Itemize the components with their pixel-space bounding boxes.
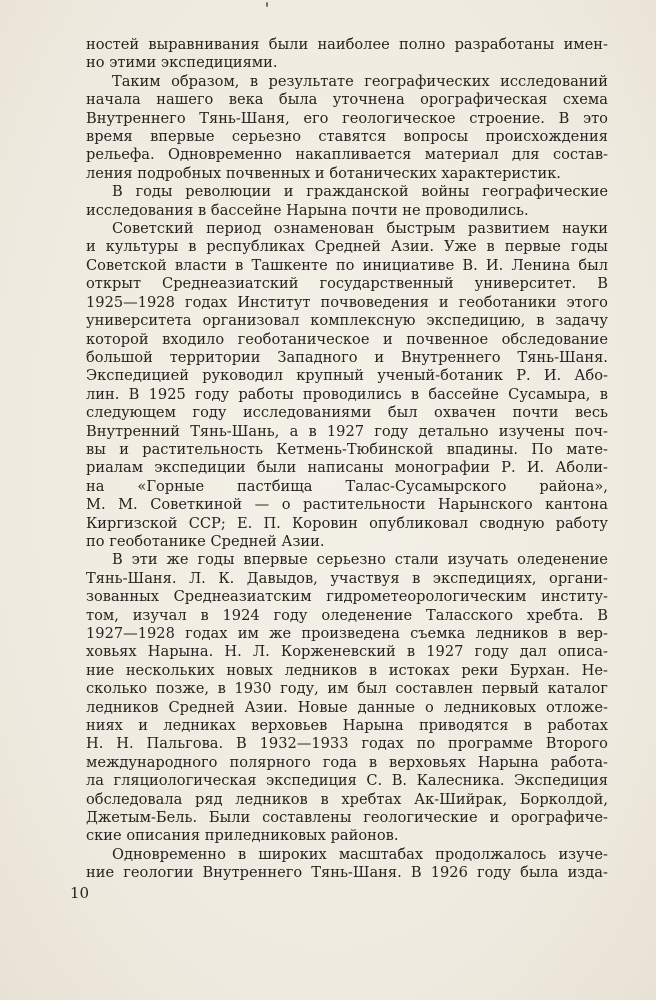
text-line: В эти же годы впервые серьезно стали изучать оледенение bbox=[112, 551, 608, 569]
text-line: ние нескольких новых ледников в истоках реки Бурхан. Не- bbox=[86, 661, 608, 679]
text-line: и культуры в республиках Средней Азии. Уже в первые годы bbox=[86, 238, 608, 256]
text-line: риалам экспедиции были написаны монографии Р. И. Аболи- bbox=[86, 459, 608, 477]
text-line: Внутреннего Тянь-Шаня, его геологическое строение. В это bbox=[86, 109, 608, 127]
text-line: 1925—1928 годах Институт почвоведения и геоботаники этого bbox=[86, 293, 608, 311]
text-line: М. М. Советкиной — о растительности Нарынского кантона bbox=[86, 496, 608, 514]
ink-speck bbox=[266, 2, 268, 7]
text-line: на «Горные пастбища Талас-Сусамырского района», bbox=[86, 477, 608, 495]
text-line: но этими экспедициями. bbox=[86, 54, 278, 72]
text-line: лин. В 1925 году работы проводились в бассейне Сусамыра, в bbox=[86, 385, 608, 403]
text-line: ские описания приледниковых районов. bbox=[86, 827, 399, 845]
text-line: вы и растительность Кетмень-Тюбинской впадины. По мате- bbox=[86, 440, 608, 458]
text-line: Таким образом, в результате географических исследований bbox=[112, 72, 608, 90]
text-line: сколько позже, в 1930 году, им был составлен первый каталог bbox=[86, 680, 608, 698]
text-line: рельефа. Одновременно накапливается материал для состав- bbox=[86, 146, 608, 164]
text-line: ховьях Нарына. Н. Л. Корженевский в 1927 году дал описа- bbox=[86, 643, 608, 661]
text-line: ления подробных почвенных и ботанических характеристик. bbox=[86, 164, 561, 182]
text-line: ниях и ледниках верховьев Нарына приводятся в работах bbox=[86, 717, 608, 735]
text-line: по геоботанике Средней Азии. bbox=[86, 532, 325, 550]
text-line: ледников Средней Азии. Новые данные о ледниковых отложе- bbox=[86, 698, 608, 716]
body-text bbox=[86, 36, 608, 883]
text-line: Внутренний Тянь-Шань, а в 1927 году детально изучены поч- bbox=[86, 422, 608, 440]
text-line: международного полярного года в верховьях Нарына работа- bbox=[86, 753, 608, 771]
text-line: Тянь-Шаня. Л. К. Давыдов, участвуя в экспедициях, органи- bbox=[86, 569, 608, 587]
text-line: Экспедицией руководил крупный ученый-ботаник Р. И. Або- bbox=[86, 367, 608, 385]
text-line: следующем году исследованиями был охвачен почти весь bbox=[86, 404, 608, 422]
text-line: ние геологии Внутреннего Тянь-Шаня. В 1926 году была изда- bbox=[86, 864, 608, 882]
text-line: начала нашего века была уточнена орографическая схема bbox=[86, 91, 608, 109]
text-line: Н. Н. Пальгова. В 1932—1933 годах по программе Второго bbox=[86, 735, 608, 753]
text-line: исследования в бассейне Нарына почти не проводились. bbox=[86, 201, 529, 219]
text-line: В годы революции и гражданской войны географические bbox=[112, 183, 608, 201]
page-number: 10 bbox=[70, 884, 90, 902]
text-line: обследовала ряд ледников в хребтах Ак-Шийрак, Борколдой, bbox=[86, 790, 608, 808]
text-line: Киргизской ССР; Е. П. Коровин опубликовал сводную работу bbox=[86, 514, 608, 532]
text-line: зованных Среднеазиатским гидрометеорологическим институ- bbox=[86, 588, 608, 606]
text-line: которой входило геоботаническое и почвенное обследование bbox=[86, 330, 608, 348]
text-line: открыт Среднеазиатский государственный университет. В bbox=[86, 275, 608, 293]
text-line: ностей выравнивания были наиболее полно разработаны имен- bbox=[86, 36, 608, 53]
text-line: Советский период ознаменован быстрым развитием науки bbox=[112, 220, 608, 238]
text-line: ла гляциологическая экспедиция С. В. Калесника. Экспедиция bbox=[86, 772, 608, 790]
text-line: Джетым-Бель. Были составлены геологические и орографиче- bbox=[86, 809, 608, 827]
text-line: том, изучал в 1924 году оледенение Таласского хребта. В bbox=[86, 606, 608, 624]
text-line: 1927—1928 годах им же произведена съемка ледников в вер- bbox=[86, 625, 608, 642]
text-line: большой территории Западного и Внутреннего Тянь-Шаня. bbox=[86, 348, 608, 366]
text-line: университета организовал комплексную экспедицию, в задачу bbox=[86, 312, 608, 330]
text-line: Советской власти в Ташкенте по инициативе В. И. Ленина был bbox=[86, 256, 608, 274]
text-line: время впервые серьезно ставятся вопросы происхождения bbox=[86, 128, 608, 146]
text-line: Одновременно в широких масштабах продолжалось изуче- bbox=[112, 845, 608, 863]
